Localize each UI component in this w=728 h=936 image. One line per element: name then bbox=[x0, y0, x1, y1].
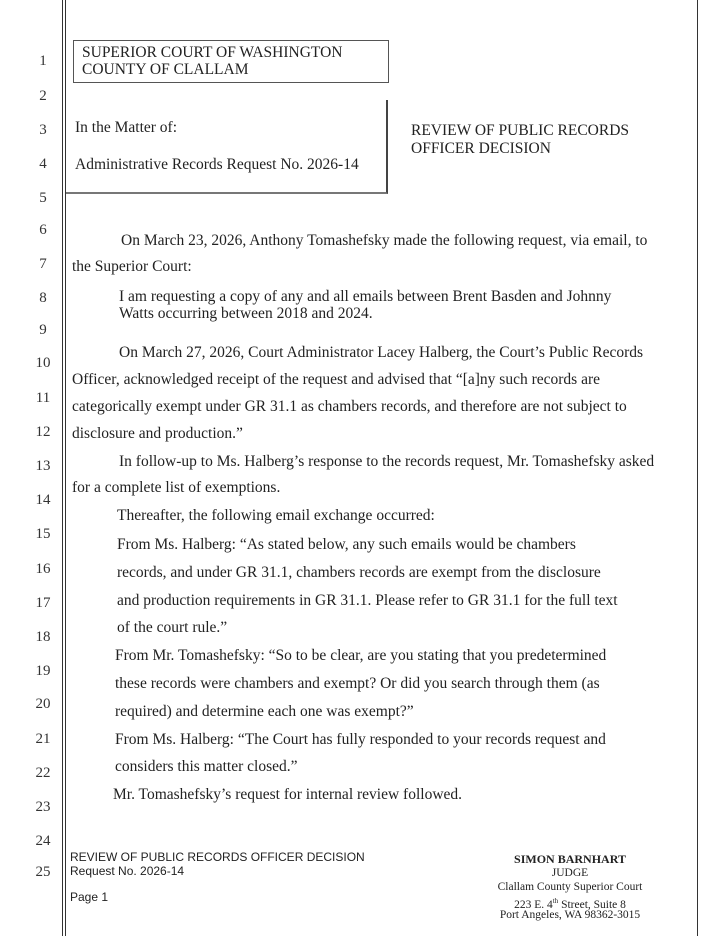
line-number: 5 bbox=[39, 190, 47, 206]
line-number: 6 bbox=[39, 222, 47, 238]
court-city: Port Angeles, WA 98362-3015 bbox=[499, 909, 641, 921]
address-number: 223 E. 4 bbox=[514, 898, 553, 911]
body-line: categorically exempt under GR 31.1 as chambers records, and therefore are not subject to bbox=[72, 398, 627, 415]
body-line: these records were chambers and exempt? Or did you search through them (as bbox=[115, 675, 600, 692]
body-line: and production requirements in GR 31.1. Please refer to GR 31.1 for the full text bbox=[117, 592, 618, 609]
body-line: the Superior Court: bbox=[72, 258, 192, 275]
judge-name: SIMON BARNHART bbox=[514, 852, 626, 866]
line-number: 14 bbox=[35, 492, 51, 508]
body-line: On March 27, 2026, Court Administrator Lacey Halberg, the Court’s Public Records bbox=[119, 344, 644, 361]
court-name-footer: Clallam County Superior Court bbox=[497, 881, 643, 893]
line-number: 23 bbox=[35, 799, 51, 815]
judge-title: JUDGE bbox=[551, 867, 589, 879]
address-street: Street, Suite 8 bbox=[558, 898, 626, 911]
line-number: 3 bbox=[39, 122, 47, 138]
line-number: 20 bbox=[35, 696, 51, 712]
body-line: of the court rule.” bbox=[117, 619, 228, 636]
line-number: 1 bbox=[39, 53, 47, 69]
line-number: 16 bbox=[35, 561, 51, 577]
line-number: 18 bbox=[35, 629, 51, 645]
document-title-line2: OFFICER DECISION bbox=[411, 140, 551, 157]
body-line: records, and under GR 31.1, chambers records are exempt from the disclosure bbox=[117, 564, 601, 581]
footer-page-number: Page 1 bbox=[70, 890, 109, 904]
body-line: In follow-up to Ms. Halberg’s response to the records request, Mr. Tomashefsky asked bbox=[119, 453, 655, 470]
body-line: disclosure and production.” bbox=[72, 425, 243, 442]
line-number: 9 bbox=[39, 322, 47, 338]
line-number: 24 bbox=[35, 833, 51, 849]
address-superscript: th bbox=[552, 897, 559, 905]
line-number: 8 bbox=[39, 290, 47, 306]
line-number: 11 bbox=[35, 390, 51, 406]
matter-box bbox=[66, 100, 388, 194]
document-title-line1: REVIEW OF PUBLIC RECORDS bbox=[411, 122, 630, 139]
body-line: Mr. Tomashefsky’s request for internal review followed. bbox=[113, 786, 463, 803]
block-quote-line: I am requesting a copy of any and all emails between Brent Basden and Johnny bbox=[119, 288, 612, 305]
line-number: 2 bbox=[39, 88, 47, 104]
right-margin-line bbox=[697, 0, 698, 936]
line-number: 4 bbox=[39, 156, 47, 172]
line-number: 19 bbox=[35, 663, 51, 679]
body-line: From Ms. Halberg: “The Court has fully responded to your records request and bbox=[115, 731, 606, 748]
court-caption-box bbox=[73, 40, 389, 83]
body-line: for a complete list of exemptions. bbox=[72, 479, 281, 496]
left-margin-line-outer bbox=[62, 0, 63, 936]
body-line: Officer, acknowledged receipt of the request and advised that “[a]ny such records are bbox=[72, 371, 601, 388]
body-line: required) and determine each one was exempt?” bbox=[115, 703, 414, 720]
body-line: From Ms. Halberg: “As stated below, any such emails would be chambers bbox=[117, 536, 576, 553]
line-number: 7 bbox=[39, 256, 47, 272]
line-number: 12 bbox=[35, 424, 51, 440]
body-line: On March 23, 2026, Anthony Tomashefsky made the following request, via email, to bbox=[121, 232, 648, 249]
footer-document-title: REVIEW OF PUBLIC RECORDS OFFICER DECISION bbox=[70, 850, 365, 864]
line-number: 17 bbox=[35, 595, 51, 611]
line-number: 13 bbox=[35, 458, 51, 474]
body-line: considers this matter closed.” bbox=[115, 758, 298, 775]
court-name: SUPERIOR COURT OF WASHINGTON bbox=[82, 44, 343, 61]
line-number: 21 bbox=[35, 731, 51, 747]
body-line: From Mr. Tomashefsky: “So to be clear, are you stating that you predetermined bbox=[115, 647, 607, 664]
matter-name: Administrative Records Request No. 2026-14 bbox=[75, 156, 359, 173]
matter-label: In the Matter of: bbox=[75, 119, 178, 136]
line-number: 10 bbox=[35, 355, 51, 371]
line-number: 15 bbox=[35, 526, 51, 542]
body-line: Thereafter, the following email exchange occurred: bbox=[117, 507, 435, 524]
block-quote-line: Watts occurring between 2018 and 2024. bbox=[119, 305, 373, 322]
county-name: COUNTY OF CLALLAM bbox=[82, 61, 249, 78]
footer-request-number: Request No. 2026-14 bbox=[70, 864, 185, 878]
line-number: 25 bbox=[35, 864, 51, 880]
line-number: 22 bbox=[35, 765, 51, 781]
